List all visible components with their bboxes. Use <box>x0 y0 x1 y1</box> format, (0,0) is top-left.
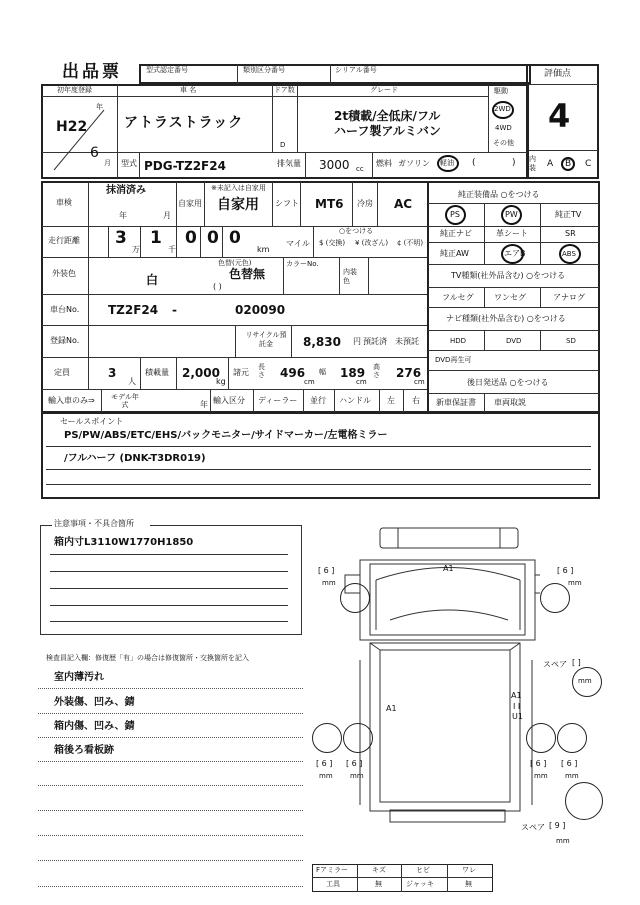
inspector-line-2: 外装傷、凹み、錆 <box>54 697 135 708</box>
tire-rl1-value: 6 <box>321 759 327 768</box>
tire-rl2-label: [ 6 ] <box>346 759 363 768</box>
tire-rr2-value: 6 <box>566 759 572 768</box>
tire-rl1-mm: mm <box>319 772 333 780</box>
fuel-label: 燃料 <box>376 159 392 168</box>
chassis-a: TZ2F24 <box>108 303 159 317</box>
tire-fr-label: [ 6 ] <box>557 566 574 575</box>
notes-label: 注意事項・不具合箇所 <box>54 519 134 528</box>
grade-line2: ハーフ製アルミバン <box>334 124 441 138</box>
truck-diagram <box>340 520 540 840</box>
spare-tire-2 <box>565 782 603 820</box>
color-label: 外装色 <box>52 269 76 278</box>
tire-rl2-value: 6 <box>351 759 357 768</box>
inspector-line-3: 箱内傷、凹み、錆 <box>54 721 135 732</box>
kata-label: 型式認定番号 <box>146 66 188 74</box>
chassis-b: 020090 <box>235 303 286 317</box>
notes-size: 箱内寸L3110W1770H1850 <box>54 537 194 548</box>
tire-rr2-mm: mm <box>565 772 579 780</box>
spare-label-2: スペア <box>521 823 545 832</box>
sales-line1: PS/PW/ABS/ETC/EHS/バックモニター/サイドマーカー/左電格ミラー <box>64 430 388 441</box>
shaken-yr: 年 <box>119 211 127 220</box>
cool-value: AC <box>394 197 413 211</box>
interior-b: B <box>565 159 572 169</box>
shaken-value: 抹消済み <box>106 185 146 196</box>
damage-a1-right: A1 <box>511 691 522 700</box>
recycle-yotaku: 預託済 <box>363 337 387 346</box>
tire-rr1-value: 6 <box>535 759 541 768</box>
dist-koukan: $ (交換) <box>319 239 346 247</box>
nav-title: ナビ種類(社外品含む) ○をつける <box>446 314 566 323</box>
interior-a: A <box>547 159 554 169</box>
damage-u1: U1 <box>512 712 523 721</box>
bt-v2: 無 <box>375 880 382 888</box>
inspector-line-1: 室内薄汚れ <box>54 672 104 683</box>
year-month: 6 <box>90 145 99 161</box>
bt-h2: キズ <box>372 866 386 874</box>
bt-v1: 工具 <box>326 880 340 888</box>
spare2-mm: mm <box>556 837 570 845</box>
tire-fl-label: [ 6 ] <box>318 566 335 575</box>
year-slash <box>49 105 111 175</box>
dist-fumei: ¢ (不明) <box>397 239 424 247</box>
tv-fullseg: フルセグ <box>442 293 474 302</box>
cool-label: 冷房 <box>357 199 373 208</box>
recycle-miyotaku: 未預託 <box>395 337 419 346</box>
width-label: 幅 <box>319 368 326 376</box>
import-dealer: ディーラー <box>258 396 298 405</box>
bt-v3: ジャッキ <box>406 880 434 888</box>
fuel-paren: ( <box>472 158 476 168</box>
repaint-paren: ( ) <box>213 282 222 291</box>
load-value: 2,000 <box>182 366 220 380</box>
equip-aw: 純正AW <box>440 249 469 258</box>
sales-label: セールスポイント <box>60 417 124 426</box>
equip-abs: ABS <box>562 250 576 258</box>
year-label: 初年度登録 <box>57 86 92 94</box>
dist-km: km <box>257 245 270 254</box>
rui-label: 類別区分番号 <box>243 66 285 74</box>
sales-line2: /フルハーフ (DNK-T3DR019) <box>64 453 206 464</box>
equip-airbag: エアB <box>504 249 526 258</box>
recycle-value: 8,830 <box>303 335 341 349</box>
dist-digit-2: 1 <box>150 228 162 248</box>
dist-digit-1: 3 <box>115 228 127 248</box>
damage-a1-top: A1 <box>443 564 454 573</box>
bt-h4: ワレ <box>462 866 476 874</box>
spare-bracket-1: [ ] <box>572 658 581 667</box>
interior-c: C <box>585 159 592 169</box>
interior-label: 内装 <box>529 155 536 172</box>
equip-navi: 純正ナビ <box>440 229 472 238</box>
length-cm: cm <box>304 378 315 386</box>
dist-man: 万 <box>132 245 140 254</box>
load-kg: kg <box>216 377 226 386</box>
model-label: 型式 <box>121 159 137 168</box>
repaint-value: 色替無 <box>229 267 266 281</box>
import-right: 右 <box>412 396 420 405</box>
use-label: 自家用 <box>178 199 202 208</box>
dist-mile: マイル <box>286 239 310 248</box>
equip-pw: PW <box>505 210 518 219</box>
year-nen: 年 <box>96 103 103 111</box>
score-value: 4 <box>548 97 571 135</box>
later-manual: 車両取説 <box>494 398 526 407</box>
tire-front-right <box>540 583 570 613</box>
length-value: 496 <box>280 366 306 380</box>
recycle-label: リサイクル預託金 <box>245 331 287 348</box>
dist-mark-label: ○をつける <box>339 227 374 235</box>
tire-rl2-mm: mm <box>350 772 364 780</box>
reg-label: 登録No. <box>50 336 80 345</box>
tv-title: TV種類(社外品含む) ○をつける <box>451 271 566 280</box>
use-value: 自家用 <box>217 197 259 213</box>
model-value: PDG-TZ2F24 <box>144 159 226 173</box>
serial-label: シリアル番号 <box>335 66 377 74</box>
tire-rear-left-1 <box>312 723 342 753</box>
chassis-dash: - <box>172 303 177 317</box>
inspector-line-4: 箱後ろ看板跡 <box>54 745 114 756</box>
drive-label: 駆動 <box>494 87 508 95</box>
drive-4wd: 4WD <box>495 124 512 132</box>
tire-fl-value: 6 <box>323 566 329 575</box>
equip-leather: 革シート <box>496 229 528 238</box>
tire-fr-mm: mm <box>568 579 582 587</box>
bt-h3: ヒビ <box>416 866 430 874</box>
displacement: 3000 <box>319 158 350 172</box>
import-kubun: 輸入区分 <box>213 396 245 405</box>
width-cm: cm <box>356 378 367 386</box>
tire-fr-value: 6 <box>562 566 568 575</box>
color-no-label: カラーNo. <box>286 260 319 268</box>
import-left: 左 <box>387 396 395 405</box>
tire-fl-mm: mm <box>322 579 336 587</box>
car-name: アトラストラック <box>124 115 244 131</box>
tire-rr2-label: [ 6 ] <box>561 759 578 768</box>
equip-sr: SR <box>565 229 576 238</box>
dist-kaizan: ¥ (改ざん) <box>355 239 389 247</box>
equip-title: 純正装備品 ○をつける <box>458 190 540 199</box>
doors-label: ドア数 <box>274 86 295 94</box>
dist-digit-4: 0 <box>207 228 219 248</box>
drive-other: その他 <box>493 139 514 147</box>
tire-rr1-label: [ 6 ] <box>530 759 547 768</box>
recycle-yen: 円 <box>353 337 361 346</box>
grade-label: グレード <box>370 86 398 94</box>
inspector-label: 検査員記入欄：修復歴「有」の場合は修復箇所・交換箇所を記入 <box>46 654 249 662</box>
equip-ps: PS <box>450 210 460 219</box>
dims-label: 諸元 <box>233 368 249 377</box>
name-label: 車 名 <box>180 86 197 94</box>
fuel-diesel: 軽油 <box>440 159 454 167</box>
nav-hdd: HDD <box>450 337 467 345</box>
repaint-label: 色替(元色) <box>218 259 252 267</box>
drive-2wd: 2WD <box>494 105 511 113</box>
disp-label: 排気量 <box>277 159 301 168</box>
later-warranty: 新車保証書 <box>436 398 476 407</box>
year-tsuki: 月 <box>104 159 111 167</box>
spare-label-1: スペア <box>543 660 567 669</box>
grade-line1: 2t積載/全低床/フル <box>334 109 441 123</box>
teiin-label: 定員 <box>54 368 70 377</box>
teiin-value: 3 <box>108 366 117 380</box>
tire-rl1-label: [ 6 ] <box>316 759 333 768</box>
chassis-label: 車台No. <box>50 305 80 314</box>
equip-tv: 純正TV <box>555 210 582 219</box>
sheet-title: 出品票 <box>62 62 122 82</box>
spare-bracket-2: [ 9 ] <box>549 821 566 830</box>
shaken-mo: 月 <box>163 211 171 220</box>
tv-oneseg: ワンセグ <box>494 293 526 302</box>
import-handle: ハンドル <box>339 396 371 405</box>
fuel-paren-close: ) <box>512 158 516 168</box>
year-era: H22 <box>56 119 88 135</box>
cc-unit: cc <box>356 165 364 173</box>
tire-rear-right-2 <box>557 723 587 753</box>
shaken-label: 車検 <box>56 198 72 207</box>
bt-h1: Fアミラー <box>316 866 349 874</box>
height-value: 276 <box>396 366 422 380</box>
dist-sen: 千 <box>168 245 176 254</box>
tire-rear-right-1 <box>526 723 556 753</box>
damage-bar: I I <box>513 702 521 711</box>
nav-sd: SD <box>566 337 576 345</box>
len-label: 長さ <box>258 363 265 379</box>
teiin-hito: 人 <box>128 377 136 386</box>
model-year-label: モデル年式 <box>111 393 139 409</box>
dist-digit-3: 0 <box>185 228 197 248</box>
tire-rr1-mm: mm <box>534 772 548 780</box>
tire-front-left <box>340 583 370 613</box>
dist-label: 走行距離 <box>48 236 80 245</box>
import-label: 輸入車のみ⇒ <box>48 396 95 405</box>
nav-dvd: DVD <box>506 337 522 345</box>
height-cm: cm <box>414 378 425 386</box>
fuel-gas: ガソリン <box>398 159 430 168</box>
shift-value: MT6 <box>315 197 344 211</box>
dvd-play: DVD再生可 <box>435 356 472 364</box>
bt-v4: 無 <box>465 880 472 888</box>
load-label: 積載量 <box>145 368 169 377</box>
model-year-nen: 年 <box>200 400 208 409</box>
width-value: 189 <box>340 366 366 380</box>
color-value: 白 <box>146 273 159 287</box>
int-color-label: 内装色 <box>343 268 357 285</box>
spare1-mm: mm <box>578 677 592 685</box>
dist-digit-5: 0 <box>229 228 241 248</box>
import-parallel: 並行 <box>310 396 326 405</box>
tire-rear-left-2 <box>343 723 373 753</box>
shift-label: シフト <box>275 199 299 208</box>
score-label: 評価点 <box>544 69 572 79</box>
later-title: 後日発送品 ○をつける <box>467 378 549 387</box>
damage-a1-left: A1 <box>386 704 397 713</box>
spare2-value: 9 <box>554 821 560 830</box>
use-note: ※未記入は自家用 <box>211 184 266 192</box>
tv-analog: アナログ <box>553 293 585 302</box>
height-label: 高さ <box>373 363 380 379</box>
door-d: D <box>280 141 286 149</box>
